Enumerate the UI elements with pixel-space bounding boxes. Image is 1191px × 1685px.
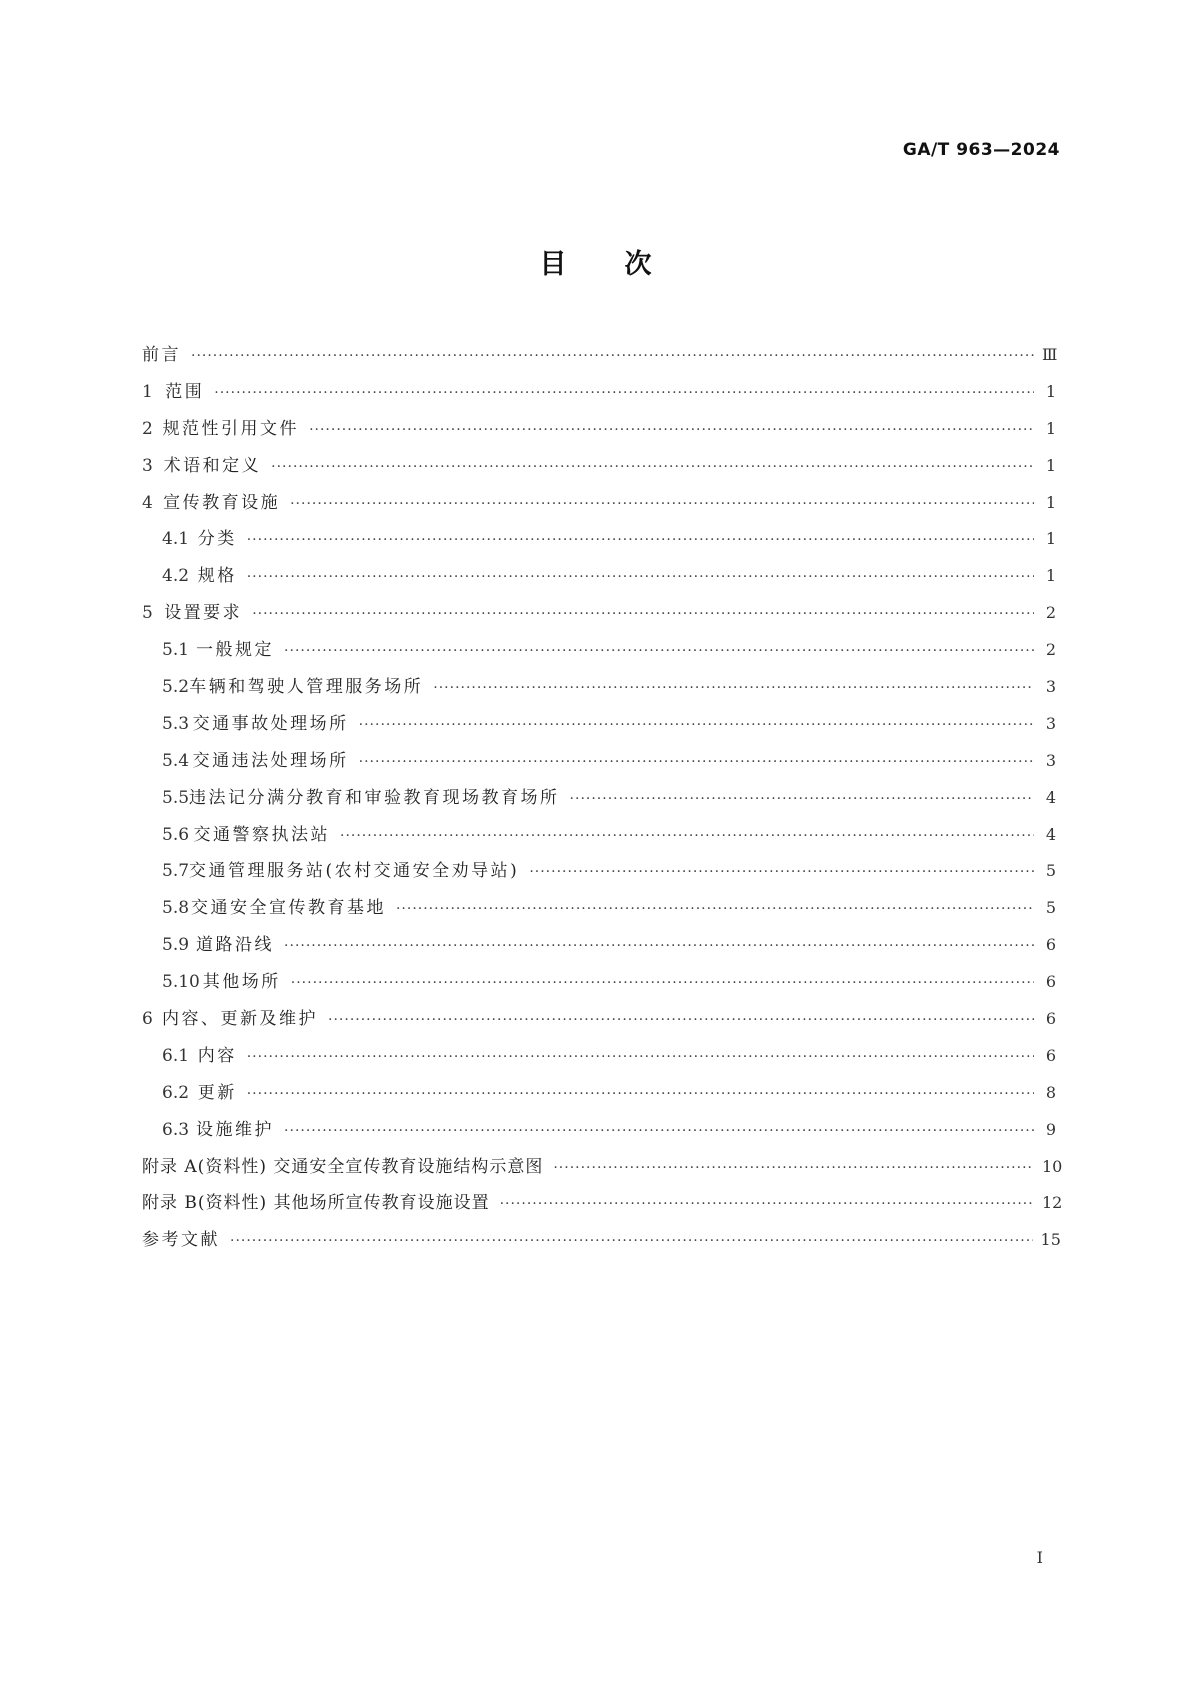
toc-entry-number: 4.1 (162, 529, 190, 550)
toc-leader-dots (284, 1113, 1034, 1150)
toc-entry-5-10[interactable] (142, 964, 1056, 1001)
toc-leader-dots (328, 1002, 1034, 1039)
toc-leader-dots (359, 707, 1034, 744)
toc-entry-number: 6.2 (162, 1082, 190, 1103)
toc-entry-page: 2 (1045, 603, 1056, 623)
toc-entry-number: 5.6 (162, 824, 190, 845)
toc-entry-number: 5.2 (162, 677, 190, 698)
toc-entry-number: 6 (142, 1009, 153, 1030)
toc-entry-label: 道路沿线 (196, 935, 275, 956)
toc-entry-5-2[interactable] (142, 669, 1056, 706)
toc-entry-1[interactable] (142, 374, 1056, 411)
toc-entry-page: 2 (1045, 640, 1056, 660)
toc-entry-5-3[interactable] (142, 706, 1056, 743)
toc-leader-dots (290, 486, 1034, 523)
toc-entry-number: 2 (142, 418, 153, 439)
toc-entry-page: Ⅲ (1042, 345, 1058, 364)
toc-entry-page: 1 (1045, 418, 1056, 438)
toc-leader-dots (252, 596, 1034, 633)
toc-entry-number: 5.10 (162, 972, 200, 993)
toc-entry-label: 宣传教育设施 (163, 492, 281, 513)
toc-leader-dots (247, 559, 1034, 596)
toc-entry-page: 1 (1045, 529, 1056, 549)
toc-leader-dots (570, 781, 1034, 818)
toc-entry-label: 内容、更新及维护 (162, 1009, 319, 1030)
toc-entry-number: 5.7 (162, 861, 190, 882)
toc-entry-page: 3 (1045, 677, 1056, 697)
toc-leader-dots (500, 1186, 1034, 1223)
toc-entry-page: 4 (1045, 824, 1056, 844)
toc-entry-page: 1 (1045, 455, 1056, 475)
toc-entry-label: 内容 (197, 1045, 237, 1066)
toc-entry-number: 6.3 (162, 1119, 190, 1140)
toc-entry-annex-b[interactable] (142, 1185, 1063, 1222)
toc-entry-page: 10 (1042, 1156, 1063, 1176)
toc-leader-dots (247, 1039, 1034, 1076)
toc-entry-label: 交通管理服务站(农村交通安全劝导站) (189, 861, 520, 882)
toc-leader-dots (359, 744, 1034, 781)
toc-entry-page: 8 (1045, 1082, 1056, 1102)
toc-entry-label: 附录 A(资料性) 交通安全宣传教育设施结构示意图 (142, 1156, 544, 1177)
toc-leader-dots (271, 449, 1034, 486)
toc-entry-page: 3 (1045, 713, 1056, 733)
toc-entry-label: 更新 (197, 1082, 237, 1103)
toc-leader-dots (191, 338, 1034, 375)
toc-entry-5-1[interactable] (142, 632, 1056, 669)
toc-entry-label: 规格 (197, 566, 237, 587)
toc-entry-2[interactable] (142, 411, 1056, 448)
toc-entry-label: 设置要求 (164, 603, 243, 624)
toc-entry-label: 一般规定 (196, 640, 275, 661)
toc-leader-dots (340, 818, 1034, 855)
toc-entry-page: 1 (1045, 492, 1056, 512)
toc-entry-label: 范围 (165, 381, 205, 402)
toc-leader-dots (309, 412, 1034, 449)
toc-entry-page: 1 (1045, 381, 1056, 401)
toc-entry-foreword[interactable] (142, 337, 1056, 374)
toc-leader-dots (396, 891, 1034, 928)
toc-entry-number: 5.8 (162, 898, 190, 919)
toc-leader-dots (433, 670, 1034, 707)
toc-entry-number: 5.5 (162, 787, 190, 808)
toc-entry-5[interactable] (142, 595, 1056, 632)
toc-entry-page: 3 (1045, 750, 1056, 770)
toc-entry-label: 交通违法处理场所 (192, 750, 349, 771)
toc-entry-page: 5 (1045, 861, 1056, 881)
toc-leader-dots (247, 522, 1034, 559)
toc-entry-page: 12 (1042, 1193, 1063, 1213)
toc-entry-label: 交通安全宣传教育基地 (190, 898, 386, 919)
toc-entry-page: 4 (1045, 787, 1056, 807)
toc-leader-dots (291, 965, 1034, 1002)
document-code: GA/T 963—2024 (902, 140, 1060, 160)
toc-entry-number: 1 (142, 381, 153, 402)
toc-entry-label: 参考文献 (142, 1230, 220, 1251)
toc-entry-4-1[interactable] (142, 521, 1056, 558)
toc-entry-label: 前言 (142, 345, 181, 365)
toc-entry-6-3[interactable] (142, 1112, 1056, 1149)
toc-title: 目次 (539, 249, 710, 280)
toc-entry-number: 5.4 (162, 750, 190, 771)
toc-entry-label: 交通警察执法站 (193, 824, 330, 845)
toc-entry-page: 6 (1045, 935, 1056, 955)
toc-entry-page: 6 (1045, 972, 1056, 992)
toc-entry-label: 分类 (197, 529, 237, 550)
toc-leader-dots (247, 1076, 1034, 1113)
toc-entry-5-8[interactable] (142, 890, 1056, 927)
toc-entry-label: 设施维护 (196, 1119, 275, 1140)
toc-entry-number: 5 (142, 603, 153, 624)
toc-entry-5-6[interactable] (142, 817, 1056, 854)
toc-entry-3[interactable] (142, 448, 1056, 485)
toc-entry-6-2[interactable] (142, 1075, 1056, 1112)
toc-entry-page: 6 (1045, 1009, 1056, 1029)
toc-entry-number: 6.1 (162, 1045, 190, 1066)
toc-entry-label: 其他场所 (202, 972, 281, 993)
toc-entry-6[interactable] (142, 1001, 1056, 1038)
toc-entry-4[interactable] (142, 485, 1056, 522)
toc-entry-page: 6 (1045, 1045, 1056, 1065)
toc-leader-dots (214, 375, 1034, 412)
toc-leader-dots (230, 1223, 1033, 1260)
toc-entry-page: 5 (1045, 898, 1056, 918)
toc-entry-label: 车辆和驾驶人管理服务场所 (189, 677, 424, 698)
toc-entry-number: 4 (142, 492, 153, 513)
toc-entry-5-9[interactable] (142, 927, 1056, 964)
toc-entry-5-7[interactable] (142, 853, 1056, 890)
toc-entry-number: 5.1 (162, 640, 190, 661)
toc-entry-annex-a[interactable] (142, 1149, 1063, 1186)
toc-entry-page: 9 (1045, 1119, 1056, 1139)
toc-entry-bibliography[interactable] (142, 1222, 1061, 1259)
toc-entry-number: 3 (142, 455, 153, 476)
toc-entry-number: 4.2 (162, 566, 190, 587)
toc-entry-page: 15 (1040, 1230, 1061, 1250)
toc-entry-label: 附录 B(资料性) 其他场所宣传教育设施设置 (142, 1193, 490, 1214)
toc-entry-page: 1 (1045, 566, 1056, 586)
toc-entry-label: 交通事故处理场所 (192, 713, 349, 734)
toc-entry-label: 规范性引用文件 (162, 418, 300, 439)
toc-entry-6-1[interactable] (142, 1038, 1056, 1075)
toc-entry-number: 5.9 (162, 935, 190, 956)
toc-leader-dots (284, 928, 1034, 965)
toc-entry-label: 术语和定义 (163, 455, 262, 476)
toc-entry-4-2[interactable] (142, 558, 1056, 595)
table-of-contents (142, 337, 1063, 1259)
toc-leader-dots (284, 633, 1034, 670)
toc-leader-dots (529, 854, 1034, 891)
toc-entry-5-4[interactable] (142, 743, 1056, 780)
toc-entry-number: 5.3 (162, 713, 190, 734)
page-number: I (1036, 1548, 1043, 1567)
toc-leader-dots (553, 1150, 1034, 1187)
toc-entry-5-5[interactable] (142, 780, 1056, 817)
toc-entry-label: 违法记分满分教育和审验教育现场教育场所 (189, 787, 560, 808)
